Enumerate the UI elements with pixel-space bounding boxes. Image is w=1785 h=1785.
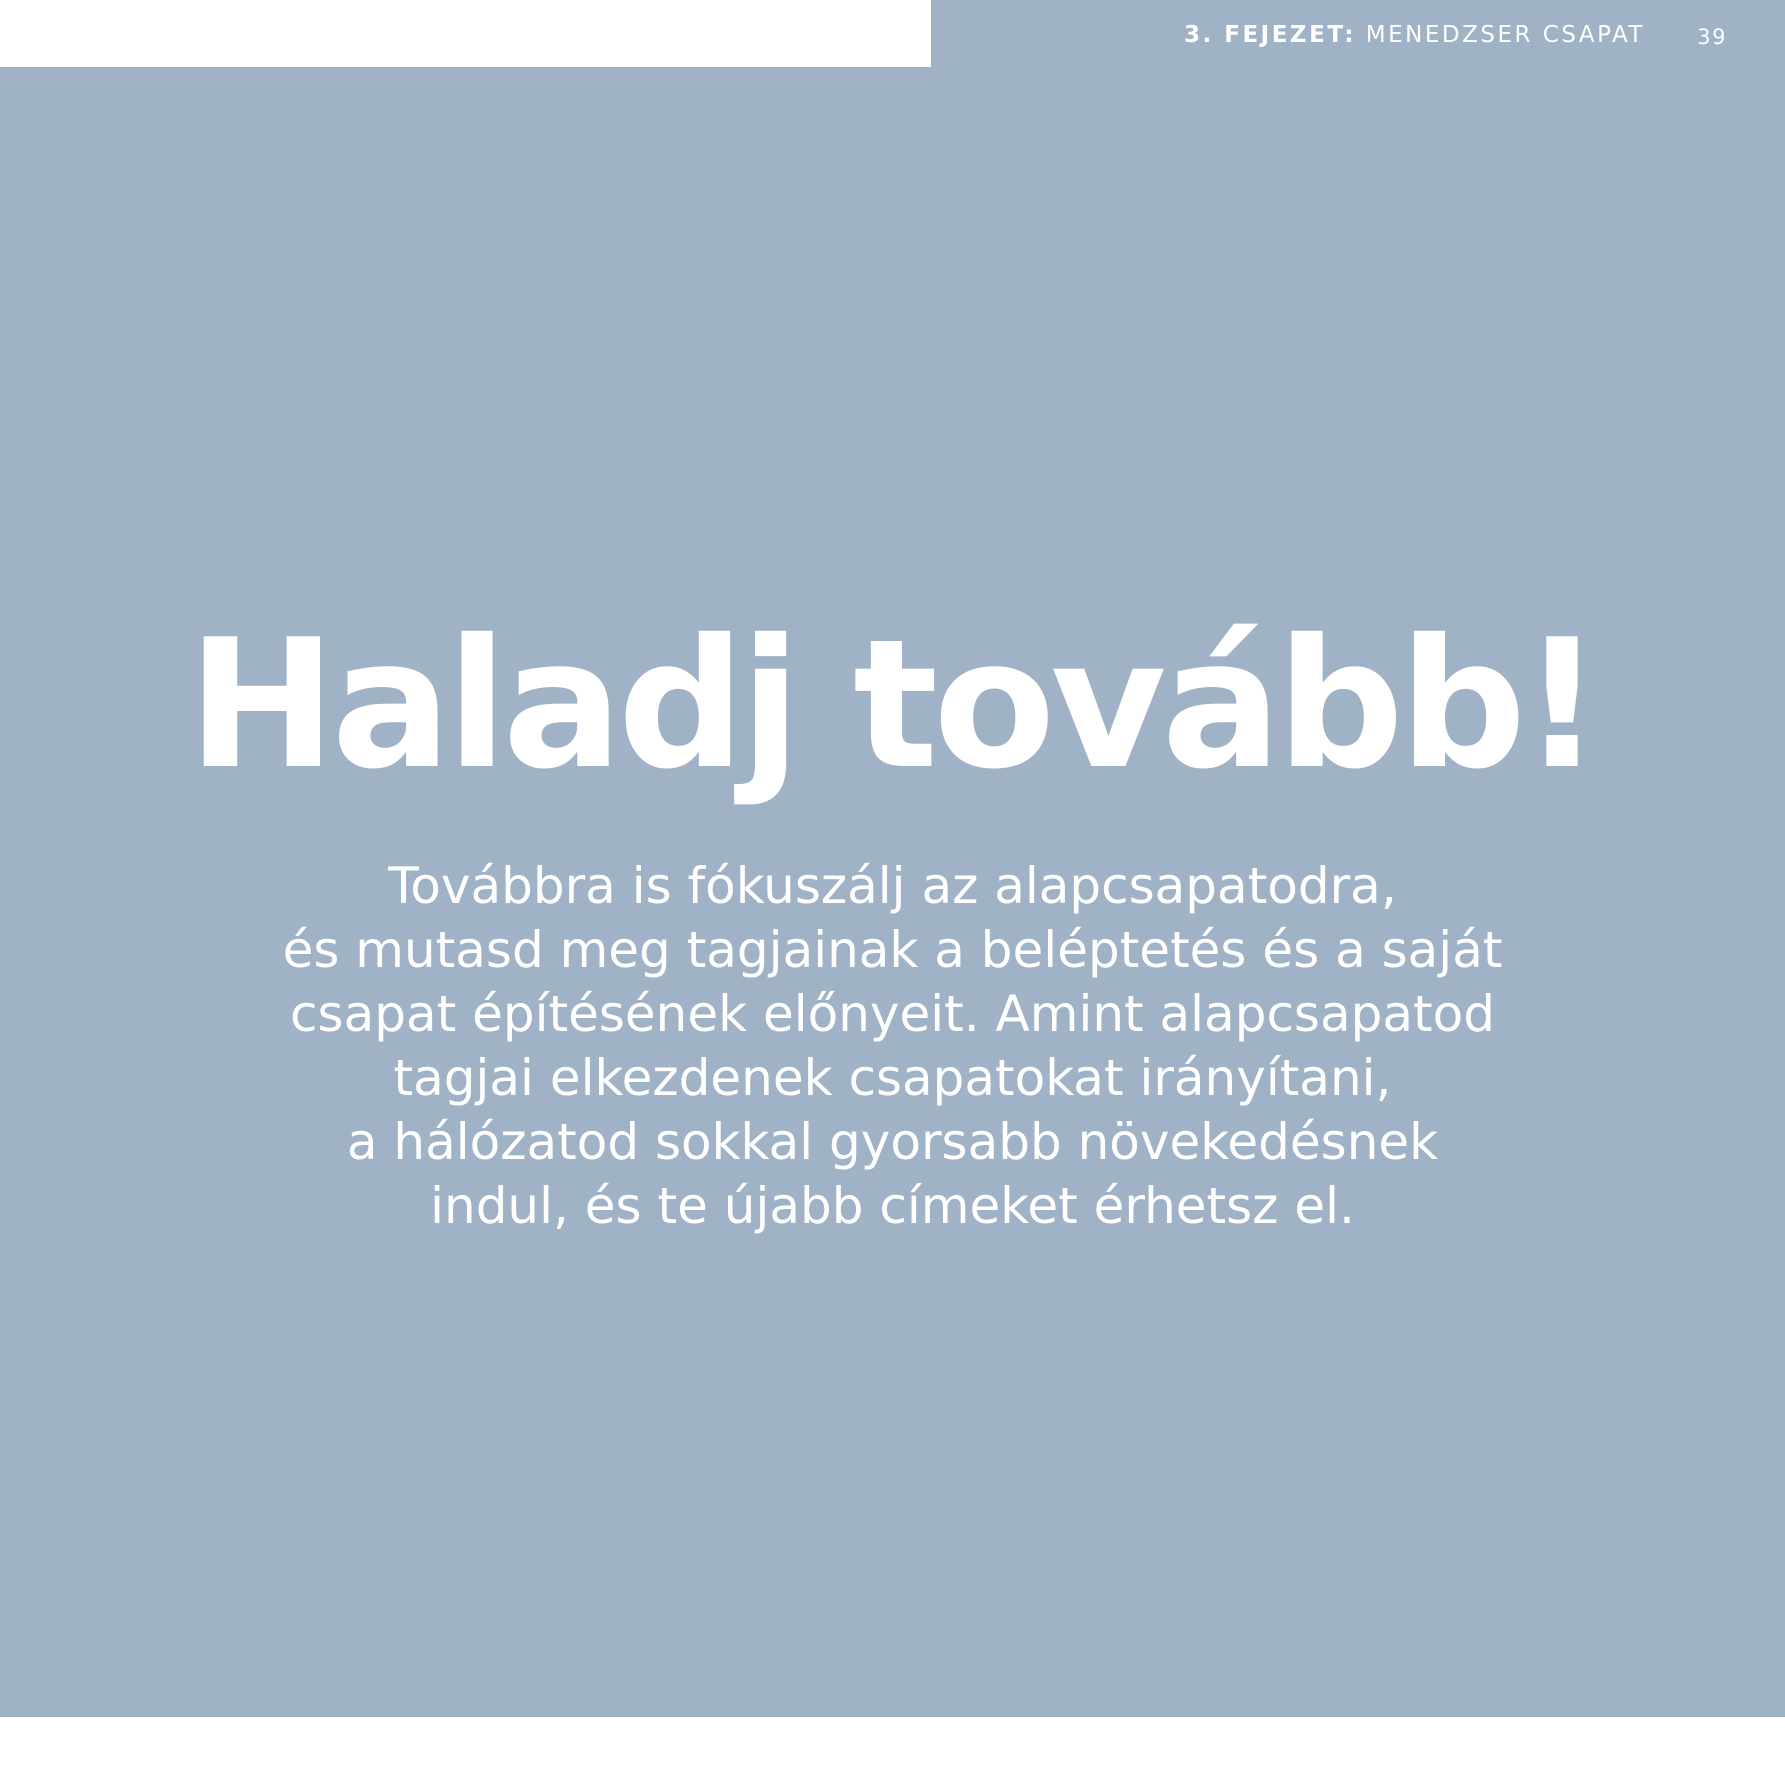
body-line: indul, és te újabb címeket érhetsz el. <box>430 1177 1355 1235</box>
headline: Haladj tovább! <box>187 601 1598 808</box>
body-line: csapat építésének előnyeit. Amint alapcsapatod <box>290 985 1495 1043</box>
chapter-label: 3. FEJEZET: <box>1183 22 1356 48</box>
running-header <box>1184 20 1645 50</box>
chapter-title: MENEDZSER CSAPAT <box>1365 22 1645 48</box>
body-line: és mutasd meg tagjainak a beléptetés és a saját <box>282 921 1503 979</box>
main-content <box>0 600 1785 1238</box>
page-number: 39 <box>1697 25 1727 49</box>
top-white-strip <box>0 0 931 67</box>
body-line: a hálózatod sokkal gyorsabb növekedésnek <box>346 1113 1439 1171</box>
body-paragraph <box>243 854 1543 1238</box>
body-line: tagjai elkezdenek csapatokat irányítani, <box>393 1049 1392 1107</box>
body-line: Továbbra is fókuszálj az alapcsapatodra, <box>388 857 1397 915</box>
